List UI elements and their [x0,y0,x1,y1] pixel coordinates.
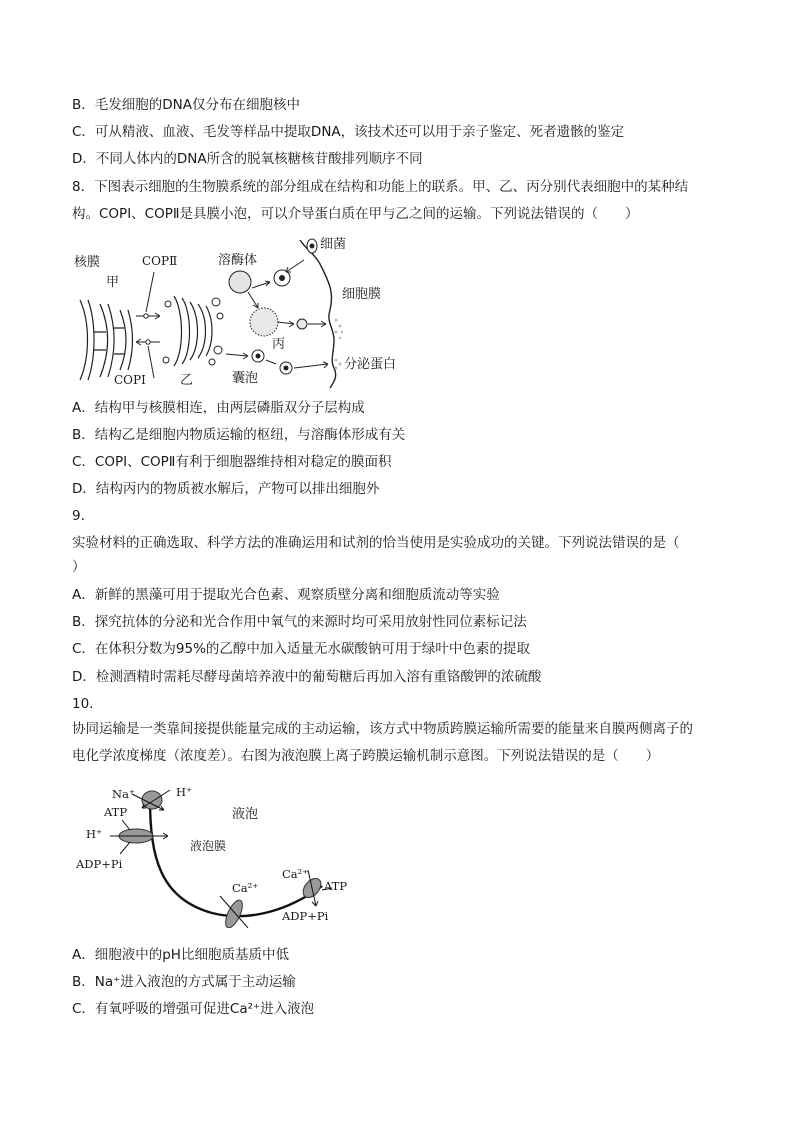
biomembrane-diagram [72,232,422,392]
q10-option-a: A．细胞液中的pH比细胞质基质中低 [72,947,289,963]
structure-bing-icon [250,308,278,336]
label-yi: 乙 [180,373,194,388]
q9-stem-line-2: ） [72,559,86,575]
label-cell-membrane: 细胞膜 [342,287,382,302]
label-tonoplast: 液泡膜 [190,839,227,853]
exocytosis-dots [335,319,344,370]
label-adp-1: ADP+Pi [76,857,123,871]
q8-option-b: B．结构乙是细胞内物质运输的枢纽，与溶酶体形成有关 [72,427,406,443]
q10-stem-line-2: 电化学浓度梯度（浓度差）。右图为液泡膜上离子跨膜运输机制示意图。下列说法错误的是（ ） [72,748,660,764]
label-atp-2: ATP [324,879,348,893]
q9-option-c: C．在体积分数为95%的乙醇中加入适量无水碳酸钠可用于绿叶中色素的提取 [72,641,530,657]
cell-membrane-line [300,240,336,388]
copII-vesicle [144,314,148,318]
q10-option-c: C．有氧呼吸的增强可促进Ca²⁺进入液泡 [72,1001,315,1017]
label-copII: COPⅡ [142,254,178,268]
label-jia: 甲 [106,275,120,290]
label-bing: 丙 [272,337,286,352]
label-atp-1: ATP [104,805,128,819]
label-bacteria: 细菌 [320,237,347,252]
label-ca-2: Ca²⁺ [282,867,309,881]
label-vesicle: 囊泡 [232,371,259,386]
golgi-structure-yi [174,296,212,366]
q9-stem-line-1: 实验材料的正确选取、科学方法的准确运用和试剂的恰当使用是实验成功的关键。下列说法错误的是（ [72,535,680,551]
label-nuclear-membrane: 核膜 [74,255,101,270]
q7-option-d: D．不同人体内的DNA所含的脱氧核糖核苷酸排列顺序不同 [72,151,423,167]
cop-arrows [136,272,160,378]
q9-option-b: B．探究抗体的分泌和光合作用中氧气的来源时均可采用放射性同位素标记法 [72,614,527,630]
q9-number: 9. [72,508,85,524]
small-vesicle-icon [297,319,307,329]
label-na: Na⁺ [112,787,135,801]
q8-option-a: A．结构甲与核膜相连，由两层磷脂双分子层构成 [72,400,365,416]
transport-arrows [110,790,332,928]
label-h-top: H⁺ [176,785,193,799]
q8-stem-line-2: 构。COPⅠ、COPⅡ是具膜小泡，可以介导蛋白质在甲与乙之间的运输。下列说法错误的（ ） [72,206,639,222]
q7-option-b: B．毛发细胞的DNA仅分布在细胞核中 [72,97,300,113]
copI-vesicle [146,340,150,344]
label-lysosome: 溶酶体 [218,253,258,268]
label-vacuole: 液泡 [232,807,259,822]
q10-stem-line-1: 协同运输是一类靠间接提供能量完成的主动运输，该方式中物质跨膜运输所需要的能量来自膜两侧离子的 [72,721,693,737]
label-adp-2: ADP+Pi [282,909,329,923]
q10-option-b: B．Na⁺进入液泡的方式属于主动运输 [72,974,296,990]
q10-number: 10. [72,696,94,712]
lysosome-icon [229,271,251,293]
label-secretory-protein: 分泌蛋白 [344,357,397,372]
er-structure-jia [80,300,133,380]
q8-option-c: C．COPⅠ、COPⅡ有利于细胞器维持相对稳定的膜面积 [72,454,392,470]
q9-option-a: A．新鲜的黑藻可用于提取光合色素、观察质壁分离和细胞质流动等实验 [72,587,500,603]
label-h-left: H⁺ [86,827,103,841]
q8-option-d: D．结构丙内的物质被水解后，产物可以排出细胞外 [72,481,380,497]
q7-option-c: C．可从精液、血液、毛发等样品中提取DNA，该技术还可以用于亲子鉴定、死者遗骸的鉴定 [72,124,625,140]
label-copI: COPⅠ [114,373,146,387]
vacuole-transport-diagram [72,778,372,928]
q9-option-d: D．检测酒精时需耗尽酵母菌培养液中的葡萄糖后再加入溶有重铬酸钾的浓硫酸 [72,669,542,685]
q8-stem-line-1: 8．下图表示细胞的生物膜系统的部分组成在结构和功能上的联系。甲、乙、丙分别代表细胞中的某种结 [72,179,689,195]
label-ca-1: Ca²⁺ [232,881,259,895]
